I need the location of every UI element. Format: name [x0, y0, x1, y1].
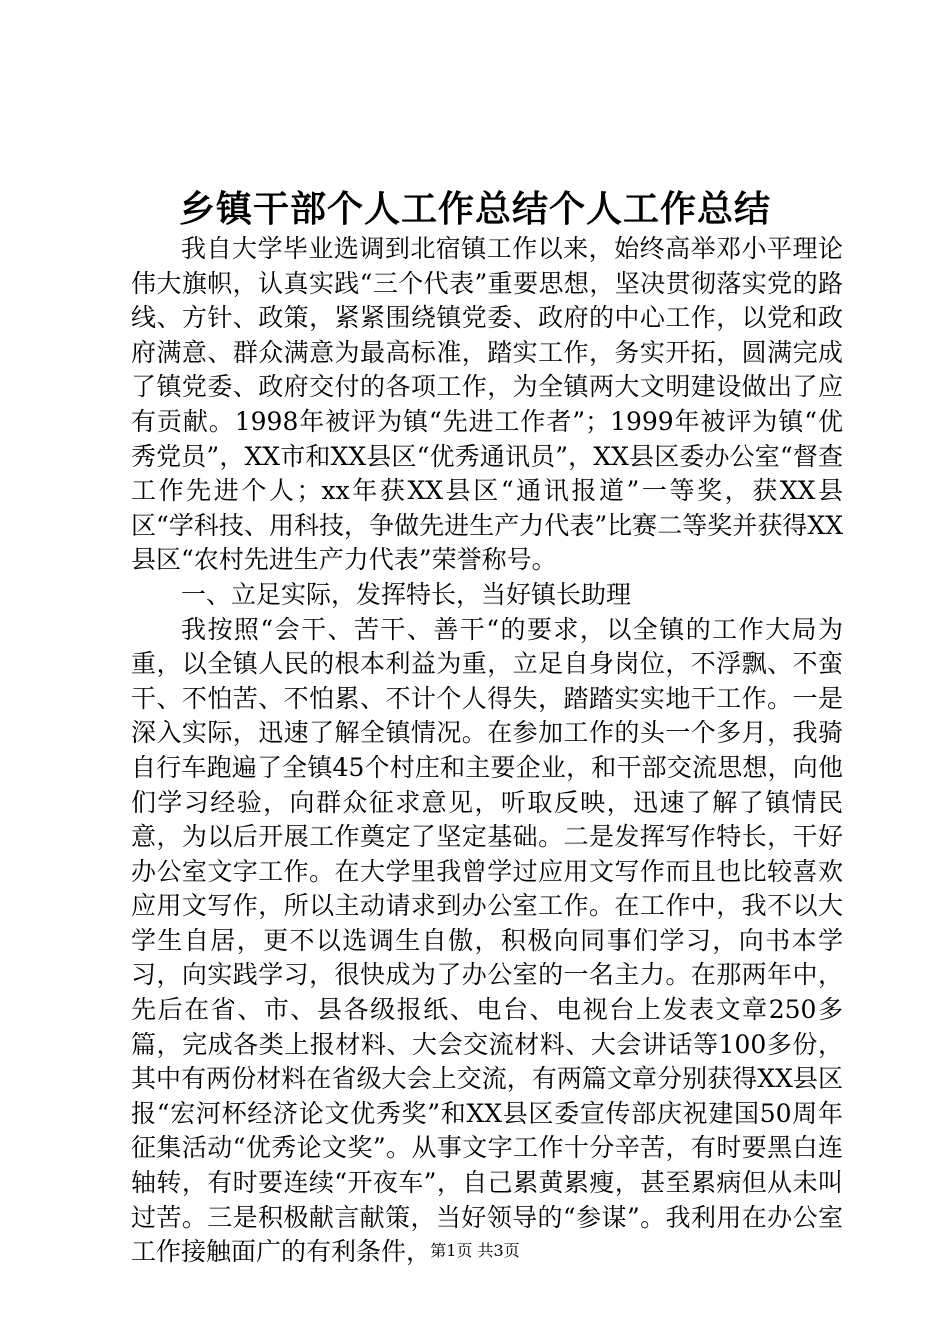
document-body	[131, 232, 843, 1270]
section-heading: 一、立足实际，发挥特长，当好镇长助理	[181, 579, 632, 609]
document-title: 乡镇干部个人工作总结个人工作总结	[178, 188, 771, 230]
page-number-footer: 第1页 共3页	[430, 1241, 520, 1260]
intro-paragraph: 我自大学毕业选调到北宿镇工作以来，始终高举邓小平理论伟大旗帜，认真实践“三个代表”重要思想，坚决贯彻落实党的路线、方针、政策，紧紧围绕镇党委、政府的中心工作，以党和政府满意、群众满意为最高标准，踏实工作，务实开拓，圆满完成了镇党委、政府交付的各项工作，为全镇两大文明建设做出了应有贡献。1998年被评为镇“先进工作者”；1999年被评为镇“优秀党员”，XX市和XX县区“优秀通讯员”，XX县区委办公室“督查工作先进个人；xx年获XX县区“通讯报道”一等奖，获XX县区“学科技、用科技，争做先进生产力代表”比赛二等奖并获得XX县区“农村先进生产力代表”荣誉称号。	[131, 234, 843, 575]
section-paragraph: 我按照“会干、苦干、善干“的要求，以全镇的工作大局为重，以全镇人民的根本利益为重，立足自身岗位，不浮飘、不蛮干、不怕苦、不怕累、不计个人得失，踏踏实实地干工作。一是深入实际，迅速了解全镇情况。在参加工作的头一个多月，我骑自行车跑遍了全镇45个村庄和主要企业，和干部交流思想，向他们学习经验，向群众征求意见，听取反映，迅速了解了镇情民意，为以后开展工作奠定了坚定基础。二是发挥写作特长，干好办公室文字工作。在大学里我曾学过应用文写作而且也比较喜欢应用文写作，所以主动请求到办公室工作。在工作中，我不以大学生自居，更不以选调生自傲，积极向同事们学习，向书本学习，向实践学习，很快成为了办公室的一名主力。在那两年中，先后在省、市、县各级报纸、电台、电视台上发表文章250多篇，完成各类上报材料、大会交流材料、大会讲话等100多份，其中有两份材料在省级大会上交流，有两篇文章分别获得XX县区报“宏河杯经济论文优秀奖”和XX县区委宣传部庆祝建国50周年征集活动“优秀论文奖”。从事文字工作十分辛苦，有时要黑白连轴转，有时要连续“开夜车”，自己累黄累瘦，甚至累病但从未叫过苦。三是积极献言献策，当好领导的“参谋”。我利用在办公室工作接触面广的有利条件，	[131, 614, 843, 1267]
